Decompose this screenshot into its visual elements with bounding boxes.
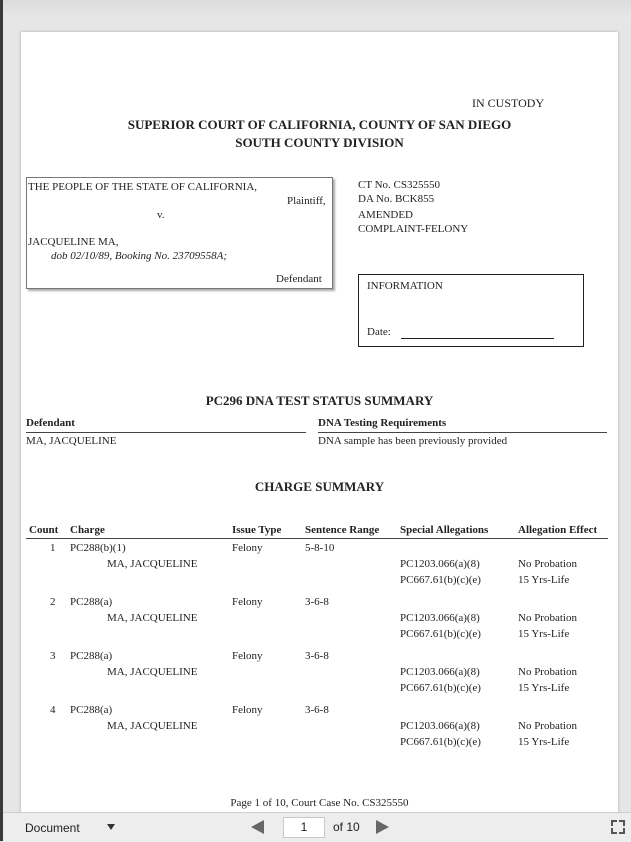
row-sentence-range: 5-8-10: [305, 542, 335, 554]
row-defendant: MA, JACQUELINE: [107, 558, 198, 570]
row-issue-type: Felony: [232, 704, 263, 716]
amended-label: AMENDED: [358, 209, 413, 221]
charge-summary-title: CHARGE SUMMARY: [254, 479, 385, 494]
row-allegation-code: PC667.61(b)(c)(e): [400, 682, 481, 694]
court-division: SOUTH COUNTY DIVISION: [235, 135, 404, 150]
row-allegation-effect: 15 Yrs-Life: [518, 736, 570, 748]
row-defendant: MA, JACQUELINE: [107, 666, 198, 678]
row-count: 2: [50, 596, 56, 608]
row-defendant: MA, JACQUELINE: [107, 612, 198, 624]
plaintiff-name: THE PEOPLE OF THE STATE OF CALIFORNIA,: [28, 181, 258, 193]
versus-label: v.: [157, 209, 165, 221]
page-count: of 10: [333, 820, 360, 834]
row-sentence-range: 3-6-8: [305, 704, 329, 716]
prev-page-button[interactable]: [251, 820, 264, 834]
court-name: SUPERIOR COURT OF CALIFORNIA, COUNTY OF SAN DIEGO: [127, 117, 512, 132]
col-issue-type: Issue Type: [232, 524, 282, 536]
row-allegation-effect: No Probation: [518, 558, 577, 570]
date-label: Date:: [367, 326, 391, 338]
dna-defendant: MA, JACQUELINE: [26, 435, 117, 447]
chevron-down-icon: [107, 824, 115, 830]
col-charge: Charge: [70, 524, 105, 536]
col-special-allegations: Special Allegations: [400, 524, 489, 536]
custody-status: IN CUSTODY: [472, 96, 545, 110]
row-charge: PC288(a): [70, 650, 113, 662]
defendant-label: Defendant: [276, 273, 322, 285]
row-allegation-effect: No Probation: [518, 666, 577, 678]
viewer-top-area: [3, 0, 631, 20]
dna-col-defendant: Defendant: [26, 417, 75, 429]
dna-status: DNA sample has been previously provided: [318, 435, 508, 447]
col-count: Count: [29, 524, 59, 536]
charge-header-rule: [26, 538, 608, 539]
row-charge: PC288(a): [70, 596, 113, 608]
fullscreen-icon-corner: [619, 820, 625, 826]
row-allegation-code: PC1203.066(a)(8): [400, 558, 480, 570]
viewer-left-edge: [0, 0, 3, 841]
row-count: 4: [50, 704, 56, 716]
row-defendant: MA, JACQUELINE: [107, 720, 198, 732]
row-charge: PC288(b)(1): [70, 542, 126, 554]
row-issue-type: Felony: [232, 542, 263, 554]
dna-col-requirements: DNA Testing Requirements: [318, 417, 447, 429]
fullscreen-button[interactable]: [611, 820, 625, 834]
row-issue-type: Felony: [232, 650, 263, 662]
information-box: [358, 274, 584, 347]
date-signature-line: [401, 338, 554, 339]
dna-header-rule-left: [26, 432, 306, 433]
col-allegation-effect: Allegation Effect: [518, 524, 598, 536]
dna-summary-title: PC296 DNA TEST STATUS SUMMARY: [205, 393, 434, 408]
row-allegation-code: PC1203.066(a)(8): [400, 666, 480, 678]
information-title: INFORMATION: [367, 280, 443, 292]
dna-header-rule-right: [318, 432, 607, 433]
plaintiff-label: Plaintiff,: [287, 195, 326, 207]
defendant-details: dob 02/10/89, Booking No. 23709558A;: [51, 250, 227, 262]
next-page-button[interactable]: [376, 820, 389, 834]
document-page: [21, 32, 618, 822]
row-allegation-effect: No Probation: [518, 612, 577, 624]
da-number: DA No. BCK855: [358, 193, 435, 205]
defendant-name: JACQUELINE MA,: [28, 236, 119, 248]
row-count: 3: [50, 650, 56, 662]
case-caption-box: [26, 177, 333, 289]
row-allegation-effect: 15 Yrs-Life: [518, 682, 570, 694]
page-footer: Page 1 of 10, Court Case No. CS325550: [230, 797, 409, 809]
row-allegation-effect: 15 Yrs-Life: [518, 628, 570, 640]
row-charge: PC288(a): [70, 704, 113, 716]
page-number-input[interactable]: 1: [283, 817, 325, 838]
complaint-type: COMPLAINT-FELONY: [358, 223, 469, 235]
fullscreen-icon: [611, 820, 617, 826]
row-allegation-effect: No Probation: [518, 720, 577, 732]
row-allegation-code: PC667.61(b)(c)(e): [400, 628, 481, 640]
fullscreen-icon-corner: [619, 828, 625, 834]
row-allegation-effect: 15 Yrs-Life: [518, 574, 570, 586]
view-mode-label: Document: [25, 821, 80, 835]
row-allegation-code: PC1203.066(a)(8): [400, 720, 480, 732]
row-allegation-code: PC667.61(b)(c)(e): [400, 574, 481, 586]
ct-number: CT No. CS325550: [358, 179, 441, 191]
row-count: 1: [50, 542, 56, 554]
row-sentence-range: 3-6-8: [305, 596, 329, 608]
row-allegation-code: PC667.61(b)(c)(e): [400, 736, 481, 748]
col-sentence-range: Sentence Range: [305, 524, 380, 536]
row-issue-type: Felony: [232, 596, 263, 608]
fullscreen-icon-corner: [611, 828, 617, 834]
viewer-toolbar: [3, 812, 631, 842]
row-sentence-range: 3-6-8: [305, 650, 329, 662]
row-allegation-code: PC1203.066(a)(8): [400, 612, 480, 624]
view-mode-select[interactable]: [19, 819, 119, 837]
